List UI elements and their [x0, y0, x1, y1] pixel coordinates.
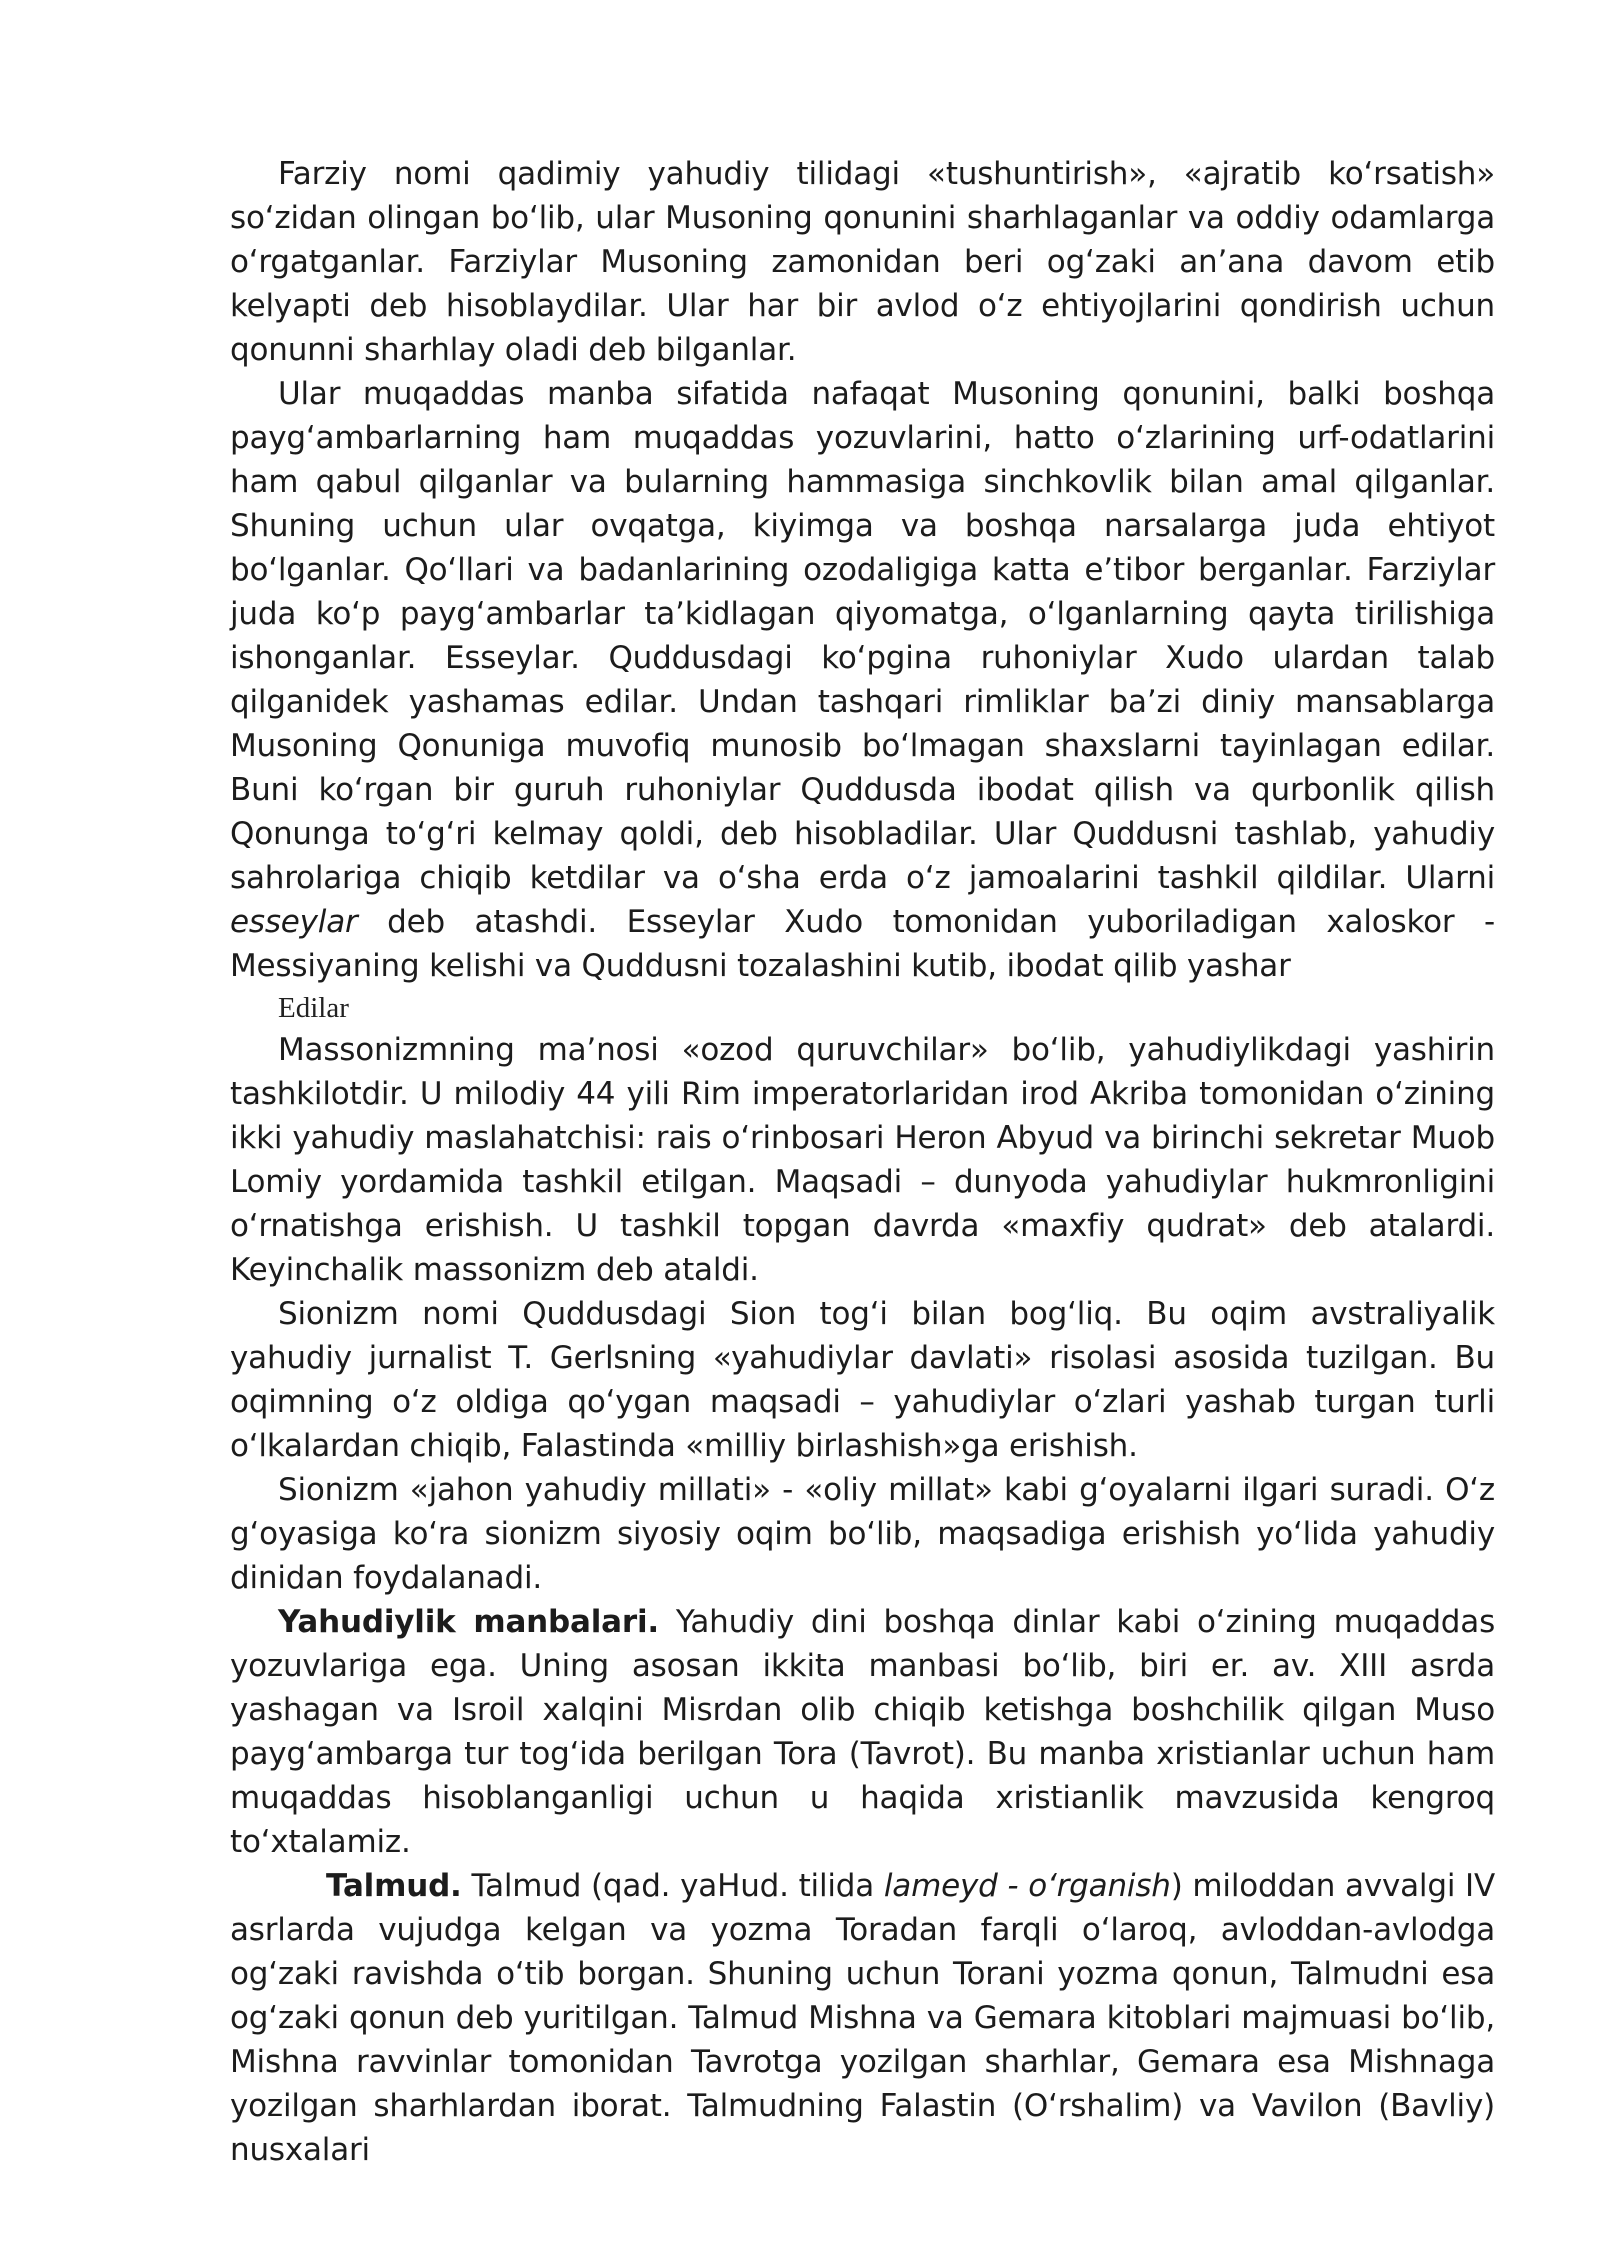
paragraph-sionizm-2 [230, 1468, 1495, 1600]
paragraph-talmud [230, 1864, 1495, 2172]
paragraph-farziy [230, 152, 1495, 372]
paragraph-ular-tail: deb atashdi. Esseylar Xudo tomonidan yuboriladigan xaloskor - Messiyaning kelishi va Quddusni tozalashini kutib, ibodat qilib yashar [230, 904, 1496, 984]
stray-line-edilar: Edilar [278, 992, 349, 1024]
paragraph-manbalari-text: Yahudiy dini boshqa dinlar kabi o‘zining muqaddas yozuvlariga ega. Uning asosan ikkita manbasi bo‘lib, biri er. av. XIII asrda yashagan va Isroil xalqini Misrdan olib chiqib ketishga boshchilik qilgan Muso payg‘ambarga tur tog‘ida berilgan Tora (Tavrot). Bu manba xristianlar uchun ham muqaddas hisoblanganligi uchun u haqida xristianlik mavzusida kengroq to‘xtalamiz. [230, 1604, 1496, 1860]
paragraph-sionizm-1-text: Sionizm nomi Quddusdagi Sion tog‘i bilan bog‘liq. Bu oqim avstraliyalik yahudiy jurnalist T. Gerlsning «yahudiylar davlati» risolasi asosida tuzilgan. Bu oqimning o‘z oldiga qo‘ygan maqsadi – yahudiylar o‘zlari yashab turgan turli o‘lkalardan chiqib, Falastinda «milliy birlashish»ga erishish. [230, 1296, 1495, 1464]
heading-yahudiylik-manbalari: Yahudiylik manbalari. [278, 1604, 659, 1640]
term-lameyd: lameyd - o‘rganish [883, 1868, 1171, 1904]
paragraph-sionizm-2-text: Sionizm «jahon yahudiy millati» - «oliy millat» kabi g‘oyalarni ilgari suradi. O‘z g‘oyasiga ko‘ra sionizm siyosiy oqim bo‘lib, maqsadiga erishish yo‘lida yahudiy dinidan foydalanadi. [230, 1472, 1495, 1596]
paragraph-talmud-text: ) miloddan avvalgi IV asrlarda vujudga kelgan va yozma Toradan farqli o‘laroq, avloddan-avlodga og‘zaki ravishda o‘tib borgan. Shuning uchun Torani yozma qonun, Talmudni esa og‘zaki qonun deb yuritilgan. Talmud Mishna va Gemara kitoblari majmuasi bo‘lib, Mishna ravvinlar tomonidan Tavrotga yozilgan sharhlar, Gemara esa Mishnaga yozilgan sharhlardan iborat. Talmudning Falastin (O‘rshalim) va Vavilon (Bavliy) nusxalari [230, 1868, 1495, 2168]
paragraph-sionizm-1 [230, 1292, 1495, 1468]
paragraph-massonizm-text: Massonizmning ma’nosi «ozod quruvchilar» bo‘lib, yahudiylikdagi yashirin tashkilotdir. U milodiy 44 yili Rim imperatorlaridan irod Akriba tomonidan o‘zining ikki yahudiy maslahatchisi: rais o‘rinbosari Heron Abyud va birinchi sekretar Muob Lomiy yordamida tashkil etilgan. Maqsadi – dunyoda yahudiylar hukmronligini o‘rnatishga erishish. U tashkil topgan davrda «maxfiy qudrat» deb atalardi. Keyinchalik massonizm deb ataldi. [230, 1032, 1495, 1288]
document-page [230, 152, 1495, 2172]
paragraph-talmud-head: Talmud (qad. yaHud. tilida [471, 1868, 875, 1904]
term-esseylar: esseylar [230, 904, 358, 940]
paragraph-ular [230, 372, 1495, 988]
paragraph-manbalari [230, 1600, 1495, 1864]
paragraph-ular-text: Ular muqaddas manba sifatida nafaqat Musoning qonunini, balki boshqa payg‘ambarlarning ham muqaddas yozuvlarini, hatto o‘zlarining urf-odatlarini ham qabul qilganlar va bularning hammasiga sinchkovlik bilan amal qilganlar. Shuning uchun ular ovqatga, kiyimga va boshqa narsalarga juda ehtiyot bo‘lganlar. Qo‘llari va badanlarining ozodaligiga katta e’tibor berganlar. Farziylar juda ko‘p payg‘ambarlar ta’kidlagan qiyomatga, o‘lganlarning qayta tirilishiga ishonganlar. Esseylar. Quddusdagi ko‘pgina ruhoniylar Xudo ulardan talab qilganidek yashamas edilar. Undan tashqari rimliklar ba’zi diniy mansablarga Musoning Qonuniga muvofiq munosib bo‘lmagan shaxslarni tayinlagan edilar. Buni ko‘rgan bir guruh ruhoniylar Quddusda ibodat qilish va qurbonlik qilish Qonunga to‘g‘ri kelmay qoldi, deb hisobladilar. Ular Quddusni tashlab, yahudiy sahrolariga chiqib ketdilar va o‘sha erda o‘z jamoalarini tashkil qildilar. Ularni [230, 376, 1495, 896]
heading-talmud: Talmud. [326, 1868, 462, 1904]
paragraph-massonizm [230, 1028, 1495, 1292]
paragraph-farziy-text: Farziy nomi qadimiy yahudiy tilidagi «tushuntirish», «ajratib ko‘rsatish» so‘zidan olingan bo‘lib, ular Musoning qonunini sharhlaganlar va oddiy odamlarga o‘rgatganlar. Farziylar Musoning zamonidan beri og‘zaki an’ana davom etib kelyapti deb hisoblaydilar. Ular har bir avlod o‘z ehtiyojlarini qondirish uchun qonunni sharhlay oladi deb bilganlar. [230, 156, 1495, 368]
